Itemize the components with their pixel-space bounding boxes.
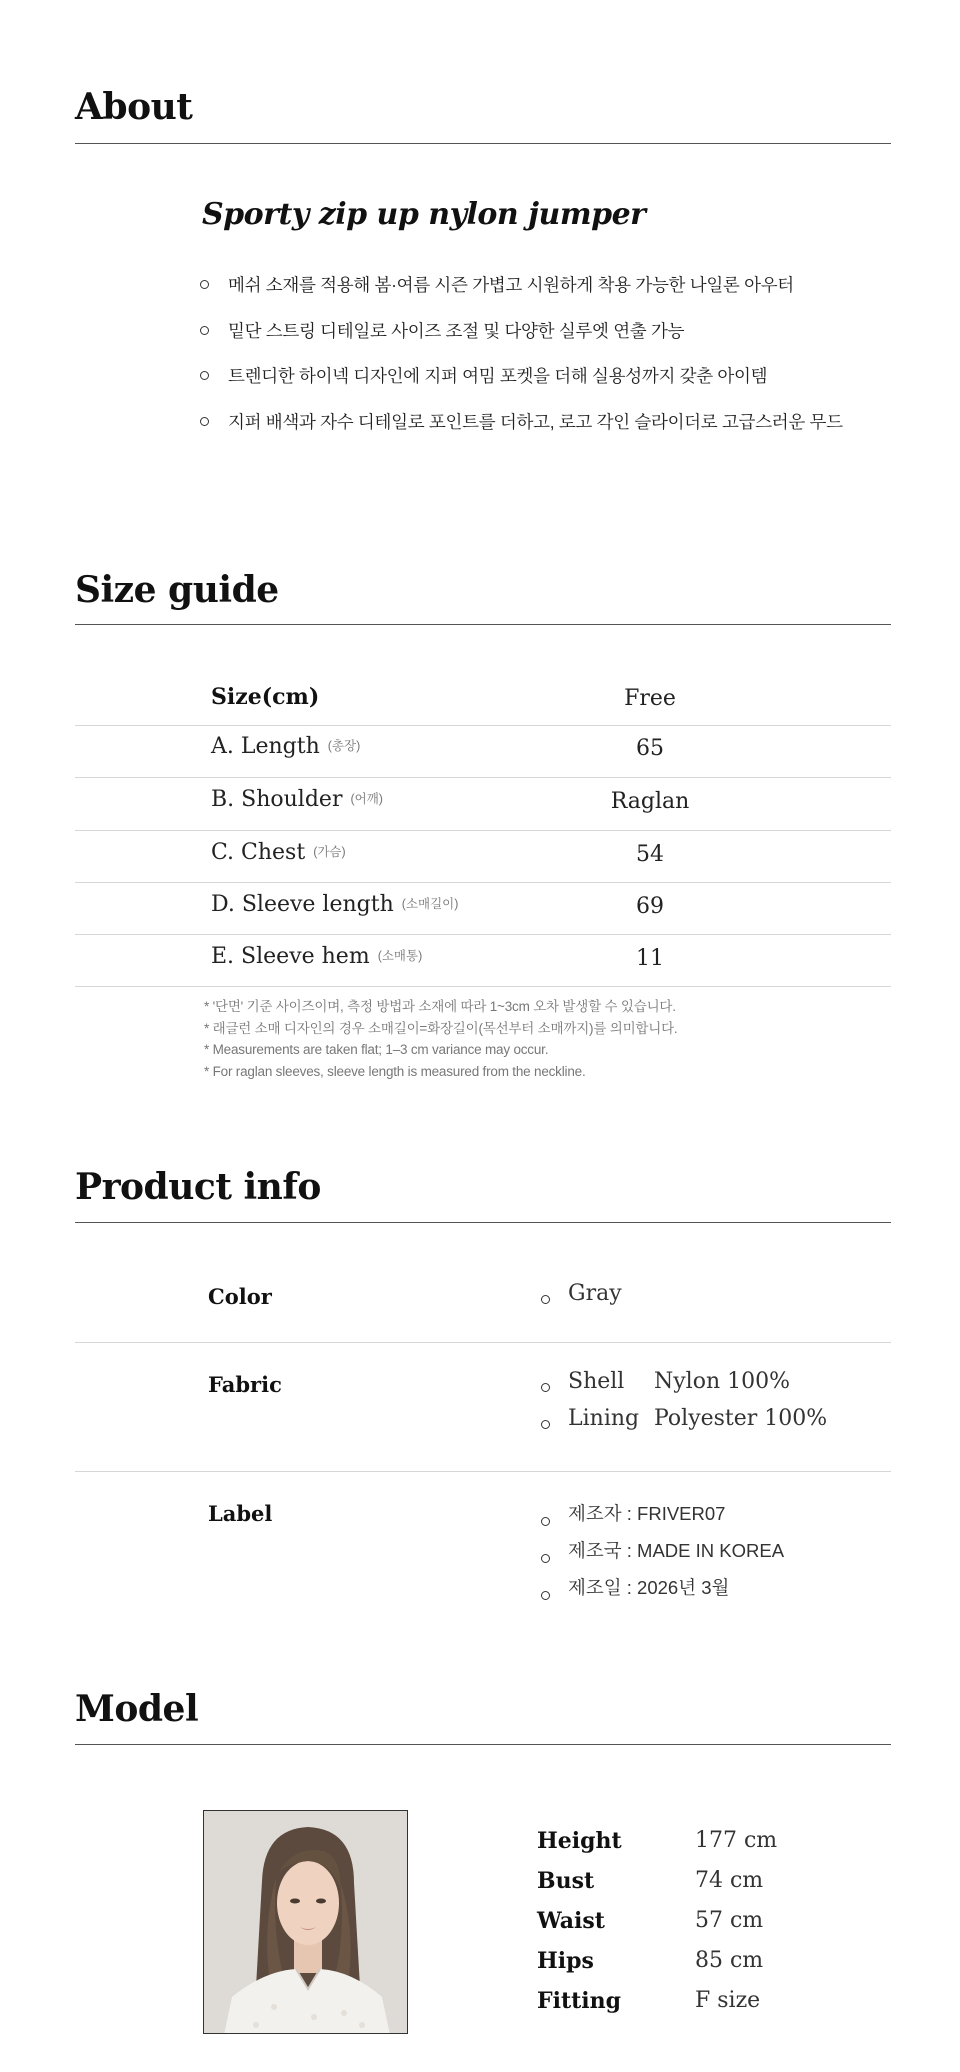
size-note: * '단면' 기준 사이즈이며, 측정 방법과 소재에 따라 1~3cm 오차 발생할 수 있습니다.	[204, 999, 676, 1014]
fabric-label: Fabric	[208, 1372, 282, 1397]
fabric-item: Lining Polyester 100%	[540, 1405, 827, 1442]
size-guide-heading: Size guide	[75, 569, 279, 611]
color-item: Gray	[540, 1280, 622, 1317]
about-bullet: 지퍼 배색과 자수 디테일로 포인트를 더하고, 로고 각인 슬라이더로 고급스러운 무드	[200, 409, 843, 455]
color-list	[540, 1280, 622, 1317]
model-stat-key: Waist	[537, 1908, 605, 1934]
size-row-chest	[75, 830, 891, 882]
size-header-value: Free	[624, 686, 676, 711]
size-row-value: 65	[636, 736, 664, 761]
model-photo	[203, 1810, 408, 2034]
fabric-item: Shell Nylon 100%	[540, 1368, 827, 1405]
size-note: * 래글런 소매 디자인의 경우 소매길이=화장길이(목선부터 소매까지)를 의미합니다.	[204, 1020, 678, 1036]
label-item: 제조일 : 2026년 3월	[540, 1576, 784, 1613]
model-divider	[75, 1744, 891, 1745]
model-stat-key: Height	[537, 1828, 622, 1854]
product-info-row-divider	[75, 1342, 891, 1343]
size-row-label: D. Sleeve length (소매길이)	[211, 892, 459, 917]
size-row-divider	[75, 986, 891, 987]
about-bullet: 메쉬 소재를 적용해 봄·여름 시즌 가볍고 시원하게 착용 가능한 나일론 아우터	[200, 272, 843, 318]
size-note: * For raglan sleeves, sleeve length is measured from the neckline.	[204, 1063, 586, 1079]
model-stat-key: Hips	[537, 1948, 594, 1974]
model-stat-value: 74 cm	[695, 1868, 764, 1893]
model-stat-value: 85 cm	[695, 1948, 764, 1973]
about-heading: About	[75, 86, 193, 128]
about-bullet: 밑단 스트링 디테일로 사이즈 조절 및 다양한 실루엣 연출 가능	[200, 318, 843, 364]
model-stat-value: 57 cm	[695, 1908, 764, 1933]
size-row-length	[75, 724, 891, 776]
model-stat-key: Bust	[537, 1868, 595, 1894]
size-table-header	[75, 674, 891, 726]
product-title: Sporty zip up nylon jumper	[202, 197, 646, 232]
model-heading: Model	[75, 1688, 199, 1730]
size-row-label: E. Sleeve hem (소매통)	[211, 944, 423, 969]
label-item: 제조자 : FRIVER07	[540, 1502, 784, 1539]
size-row-sleeve-hem	[75, 934, 891, 986]
size-header-label: Size(cm)	[211, 684, 320, 710]
model-photo-illustration	[204, 1811, 408, 2034]
label-label: Label	[208, 1501, 273, 1526]
size-row-value: Raglan	[610, 789, 690, 814]
product-info-heading: Product info	[75, 1166, 321, 1208]
model-stat-key: Fitting	[537, 1988, 622, 2014]
size-row-label: B. Shoulder (어깨)	[211, 787, 383, 812]
size-row-sleeve-length	[75, 882, 891, 934]
label-list	[540, 1502, 784, 1613]
size-row-value: 54	[636, 842, 664, 867]
label-item: 제조국 : MADE IN KOREA	[540, 1539, 784, 1576]
about-bullet: 트렌디한 하이넥 디자인에 지퍼 여밈 포켓을 더해 실용성까지 갖춘 아이템	[200, 363, 843, 409]
size-row-value: 69	[636, 894, 664, 919]
fabric-list	[540, 1368, 827, 1442]
product-info-row-divider	[75, 1471, 891, 1472]
product-info-divider	[75, 1222, 891, 1223]
color-label: Color	[208, 1284, 272, 1309]
size-note: * Measurements are taken flat; 1–3 cm variance may occur.	[204, 1042, 549, 1057]
about-bullet-list	[200, 272, 843, 454]
size-notes	[204, 996, 678, 1082]
size-row-label: C. Chest (가슴)	[211, 840, 346, 865]
size-row-value: 11	[636, 946, 664, 971]
model-stat-value: 177 cm	[695, 1828, 778, 1853]
size-row-shoulder	[75, 777, 891, 829]
size-guide-divider	[75, 624, 891, 625]
about-divider	[75, 143, 891, 144]
size-row-label: A. Length (총장)	[211, 734, 361, 759]
model-stat-value: F size	[695, 1988, 761, 2013]
